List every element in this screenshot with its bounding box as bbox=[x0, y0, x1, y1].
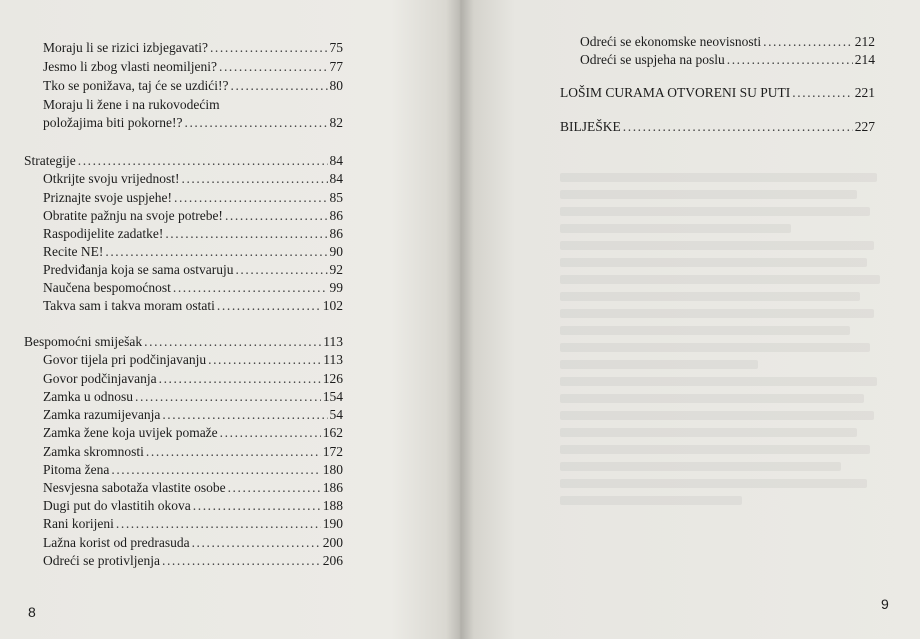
toc-entry-page: 92 bbox=[329, 262, 343, 277]
toc-entry-title: Rani korijeni bbox=[43, 516, 114, 531]
toc-entry-page: 86 bbox=[329, 226, 343, 241]
toc-entry-page: 172 bbox=[322, 444, 343, 459]
toc-entry-page: 80 bbox=[329, 78, 343, 93]
toc-entry-title-line1: Moraju li žene i na rukovodećim bbox=[43, 97, 220, 112]
toc-entry bbox=[43, 424, 343, 442]
toc-entry bbox=[43, 39, 343, 57]
toc-entry bbox=[43, 479, 343, 497]
toc-entry-title: Moraju li se rizici izbjegavati? bbox=[43, 40, 208, 55]
toc-entry-page: 86 bbox=[329, 208, 343, 223]
toc-entry-page: 54 bbox=[329, 407, 343, 422]
toc-entry-title: Zamka razumijevanja bbox=[43, 407, 161, 422]
toc-entry bbox=[43, 461, 343, 479]
toc-entry-page: 212 bbox=[854, 34, 875, 49]
toc-entry-title: Dugi put do vlastitih okova bbox=[43, 498, 191, 513]
toc-entry-title: Naučena bespomoćnost bbox=[43, 280, 171, 295]
toc-entry-page: 82 bbox=[329, 115, 343, 130]
toc-section-title: Bespomoćni smiješak bbox=[24, 334, 143, 349]
toc-entry-title: Priznajte svoje uspjehe! bbox=[43, 190, 172, 205]
toc-entry bbox=[43, 243, 343, 261]
toc-entry-page: 84 bbox=[329, 171, 343, 186]
toc-entry bbox=[43, 497, 343, 515]
toc-entry-title: Raspodijelite zadatke! bbox=[43, 226, 164, 241]
toc-entry bbox=[43, 207, 343, 225]
toc-entry-page: 154 bbox=[322, 389, 343, 404]
toc-entry-page: 214 bbox=[854, 52, 875, 67]
toc-entry-page: 186 bbox=[322, 480, 343, 495]
toc-chapter-page: 227 bbox=[854, 119, 875, 134]
toc-chapter-page: 221 bbox=[854, 85, 875, 100]
toc-section-strategije bbox=[24, 152, 343, 170]
page-number-right: 9 bbox=[881, 596, 889, 612]
toc-entry-page: 77 bbox=[329, 59, 343, 74]
toc-entry bbox=[43, 406, 343, 424]
toc-entry-page: 188 bbox=[322, 498, 343, 513]
toc-entry-page: 90 bbox=[329, 244, 343, 259]
toc-chapter bbox=[560, 84, 875, 102]
toc-entry-title: Takva sam i takva moram ostati bbox=[43, 298, 215, 313]
toc-entry-page: 85 bbox=[329, 190, 343, 205]
toc-entry-page: 102 bbox=[322, 298, 343, 313]
toc-section-page: 113 bbox=[323, 334, 343, 349]
toc-entry bbox=[43, 170, 343, 188]
toc-entry bbox=[43, 443, 343, 461]
toc-entry-title-line2: položajima biti pokorne!? bbox=[43, 115, 183, 130]
toc-entry-page: 180 bbox=[322, 462, 343, 477]
toc-entry bbox=[43, 515, 343, 533]
toc-entry-page: 200 bbox=[322, 535, 343, 550]
toc-entry-page: 162 bbox=[322, 425, 343, 440]
toc-entry bbox=[43, 189, 343, 207]
toc-entry bbox=[43, 58, 343, 76]
toc-entry bbox=[43, 114, 343, 132]
toc-entry-title: Tko se ponižava, taj će se uzdići!? bbox=[43, 78, 229, 93]
toc-entry-title: Zamka skromnosti bbox=[43, 444, 144, 459]
toc-entry bbox=[43, 225, 343, 243]
toc-entry bbox=[43, 370, 343, 388]
toc-entry bbox=[43, 351, 343, 369]
page-number-left: 8 bbox=[28, 604, 36, 620]
toc-entry-title: Govor tijela pri podčinjavanju bbox=[43, 352, 207, 367]
toc-entry bbox=[43, 77, 343, 95]
toc-entry-title: Otkrijte svoju vrijednost! bbox=[43, 171, 180, 186]
toc-section-title: Strategije bbox=[24, 153, 76, 168]
toc-entry bbox=[43, 388, 343, 406]
toc-section-bespomocni bbox=[24, 333, 343, 351]
toc-chapter bbox=[560, 118, 875, 136]
toc-entry-title: Pitoma žena bbox=[43, 462, 110, 477]
toc-entry-page: 113 bbox=[323, 352, 343, 367]
toc-entry-title: Zamka žene koja uvijek pomaže bbox=[43, 425, 218, 440]
toc-entry bbox=[580, 51, 875, 69]
toc-entry-title: Obratite pažnju na svoje potrebe! bbox=[43, 208, 223, 223]
toc-entry-title: Nesvjesna sabotaža vlastite osobe bbox=[43, 480, 226, 495]
toc-chapter-title: BILJEŠKE bbox=[560, 119, 621, 134]
toc-entry bbox=[43, 297, 343, 315]
toc-entry-title: Odreći se uspjeha na poslu bbox=[580, 52, 725, 67]
toc-entry-title: Lažna korist od predrasuda bbox=[43, 535, 190, 550]
toc-entry-page: 99 bbox=[329, 280, 343, 295]
toc-entry-page: 190 bbox=[322, 516, 343, 531]
toc-entry-title: Jesmo li zbog vlasti neomiljeni? bbox=[43, 59, 217, 74]
show-through-text bbox=[560, 165, 890, 513]
toc-entry bbox=[580, 33, 875, 51]
toc-entry-title: Odreći se protivljenja bbox=[43, 553, 160, 568]
toc-entry-title: Recite NE! bbox=[43, 244, 104, 259]
toc-entry-page: 75 bbox=[329, 40, 343, 55]
toc-entry bbox=[43, 552, 343, 570]
toc-section-page: 84 bbox=[329, 153, 343, 168]
toc-entry bbox=[43, 261, 343, 279]
toc-chapter-title: LOŠIM CURAMA OTVORENI SU PUTI bbox=[560, 85, 791, 100]
toc-entry bbox=[43, 279, 343, 297]
toc-entry-title: Zamka u odnosu bbox=[43, 389, 133, 404]
toc-entry-title: Govor podčinjavanja bbox=[43, 371, 157, 386]
toc-entry-page: 126 bbox=[322, 371, 343, 386]
toc-entry-title: Predviđanja koja se sama ostvaruju bbox=[43, 262, 234, 277]
toc-entry-page: 206 bbox=[322, 553, 343, 568]
toc-entry-title: Odreći se ekonomske neovisnosti bbox=[580, 34, 762, 49]
toc-entry bbox=[43, 534, 343, 552]
book-gutter bbox=[446, 0, 474, 639]
right-page bbox=[460, 0, 920, 639]
